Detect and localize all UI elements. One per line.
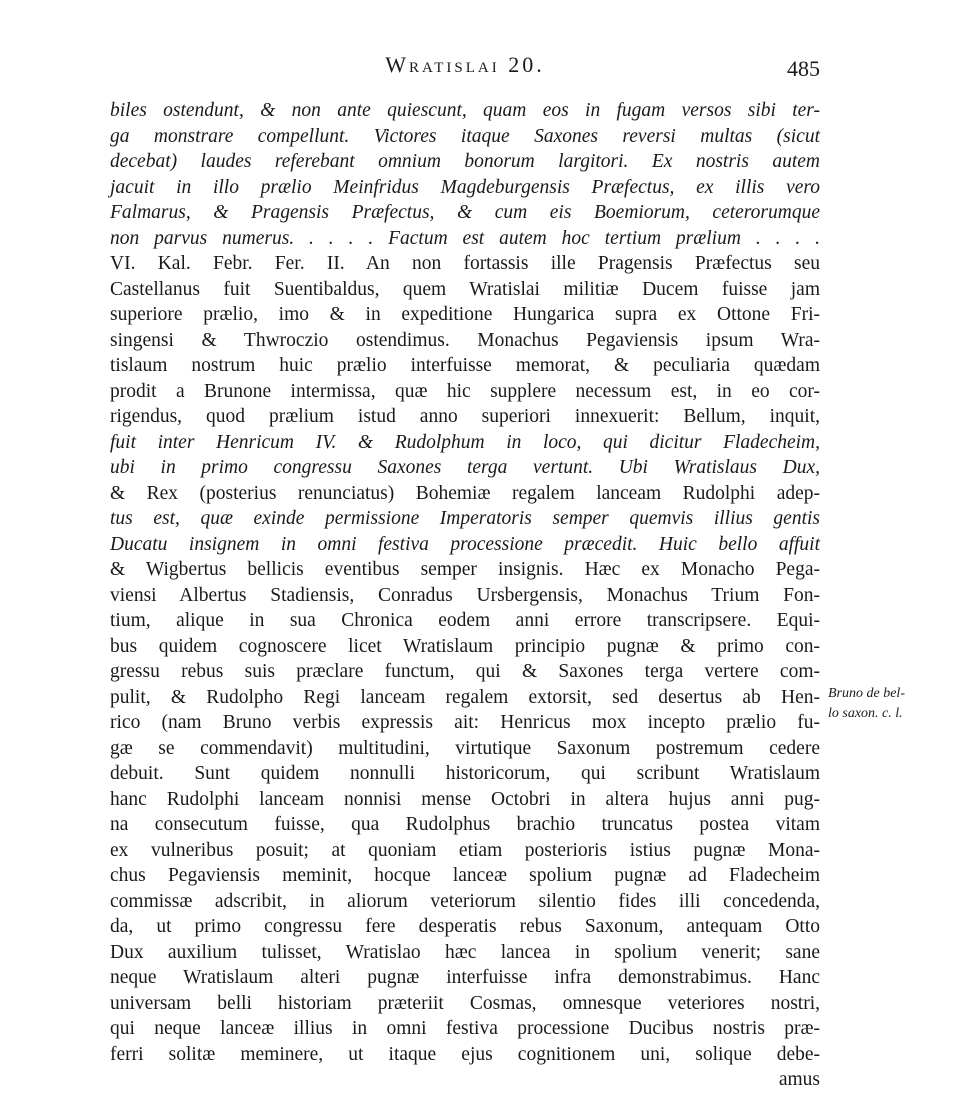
text-line: neque Wratislaum alteri pugnæ interfuisse infra demonstrabimus. Hanc xyxy=(110,967,820,988)
text-line: ferri solitæ meminere, ut itaque ejus cognitionem uni, solique debe- xyxy=(110,1043,820,1065)
text-line: Ducatu insignem in omni festiva processione præcedit. Huic bello affuit xyxy=(110,533,820,555)
text-line: biles ostendunt, & non ante quiescunt, quam eos in fugam versos sibi ter- xyxy=(110,100,820,121)
text-line: rico (nam Bruno verbis expressis ait: Henricus mox incepto prælio fu- xyxy=(110,712,820,733)
text-line: ex vulneribus posuit; at quoniam etiam posterioris istius pugnæ Mona- xyxy=(110,839,820,861)
text-line: & Wigbertus bellicis eventibus semper insignis. Hæc ex Monacho Pega- xyxy=(110,559,820,580)
text-line: da, ut primo congressu fere desperatis rebus Saxonum, antequam Otto xyxy=(110,916,820,937)
text-line: ubi in primo congressu Saxones terga vertunt. Ubi Wratislaus Dux, xyxy=(110,457,820,478)
text-line: tus est, quæ exinde permissione Imperatoris semper quemvis illius gentis xyxy=(110,508,820,529)
running-head: Wratislai 20. xyxy=(385,52,545,77)
text-line: prodit a Brunone intermissa, quæ hic supplere necessum est, in eo cor- xyxy=(110,380,820,402)
margin-note xyxy=(828,684,948,724)
text-line: singensi & Thwroczio ostendimus. Monachus Pegaviensis ipsum Wra- xyxy=(110,329,820,351)
text-line: bus quidem cognoscere licet Wratislaum principio pugnæ & primo con- xyxy=(110,635,820,657)
text-line: amus xyxy=(778,1069,820,1090)
text-line: chus Pegaviensis meminit, hocque lanceæ spolium pugnæ ad Fladecheim xyxy=(110,865,820,886)
text-line: gressu rebus suis præclare functum, qui & Saxones terga vertere com- xyxy=(110,661,820,682)
text-line: viensi Albertus Stadiensis, Conradus Ursbergensis, Monachus Trium Fon- xyxy=(110,584,820,606)
body-text xyxy=(110,98,820,1093)
text-line: hanc Rudolphi lanceam nonnisi mense Octobri in altera hujus anni pug- xyxy=(110,788,820,810)
text-line: Falmarus, & Pragensis Præfectus, & cum eis Boemiorum, ceterorumque xyxy=(110,202,820,223)
text-line: debuit. Sunt quidem nonnulli historicorum, qui scribunt Wratislaum xyxy=(110,763,820,784)
text-line: Dux auxilium tulisset, Wratislao hæc lancea in spolium venerit; sane xyxy=(110,941,820,963)
text-line: commissæ adscribit, in aliorum veteriorum silentio fides illi concedenda, xyxy=(110,890,820,912)
text-line: tislaum nostrum huic prælio interfuisse memorat, & peculiaria quædam xyxy=(110,355,820,376)
text-line: universam belli historiam præteriit Cosmas, omnesque veteriores nostri, xyxy=(110,992,820,1014)
text-line: gæ se commendavit) multitudini, virtutique Saxonum postremum cedere xyxy=(110,737,820,759)
text-line: na consecutum fuisse, qua Rudolphus brachio truncatus postea vitam xyxy=(110,814,820,835)
text-line: non parvus numerus. . . . . Factum est autem hoc tertium prælium . . . . xyxy=(110,227,820,249)
margin-note-line: lo saxon. c. l. xyxy=(828,706,903,721)
text-line: superiore prælio, imo & in expeditione Hungarica supra ex Ottone Fri- xyxy=(110,304,820,325)
text-line: pulit, & Rudolpho Regi lanceam regalem extorsit, sed desertus ab Hen- xyxy=(110,686,820,708)
text-line: tium, alique in sua Chronica eodem anni errore transcripsere. Equi- xyxy=(110,610,820,631)
page-number: 485 xyxy=(787,56,820,81)
text-line: Castellanus fuit Suentibaldus, quem Wratislai militiæ Ducem fuisse jam xyxy=(110,278,820,300)
text-line: decebat) laudes referebant omnium bonorum largitori. Ex nostris autem xyxy=(110,151,820,172)
text-line: VI. Kal. Febr. Fer. II. An non fortassis ille Pragensis Præfectus seu xyxy=(110,253,820,274)
text-line: rigendus, quod prælium istud anno superiori innexuerit: Bellum, inquit, xyxy=(110,406,820,427)
page-header xyxy=(110,52,820,92)
text-line: jacuit in illo prælio Meinfridus Magdeburgensis Præfectus, ex illis vero xyxy=(110,176,820,198)
margin-note-line: Bruno de bel- xyxy=(828,686,905,701)
text-line: fuit inter Henricum IV. & Rudolphum in loco, qui dicitur Fladecheim, xyxy=(110,431,820,453)
text-line: qui neque lanceæ illius in omni festiva processione Ducibus nostris præ- xyxy=(110,1018,820,1039)
text-line: & Rex (posterius renunciatus) Bohemiæ regalem lanceam Rudolphi adep- xyxy=(110,482,820,504)
text-line: ga monstrare compellunt. Victores itaque Saxones reversi multas (sicut xyxy=(110,125,820,147)
